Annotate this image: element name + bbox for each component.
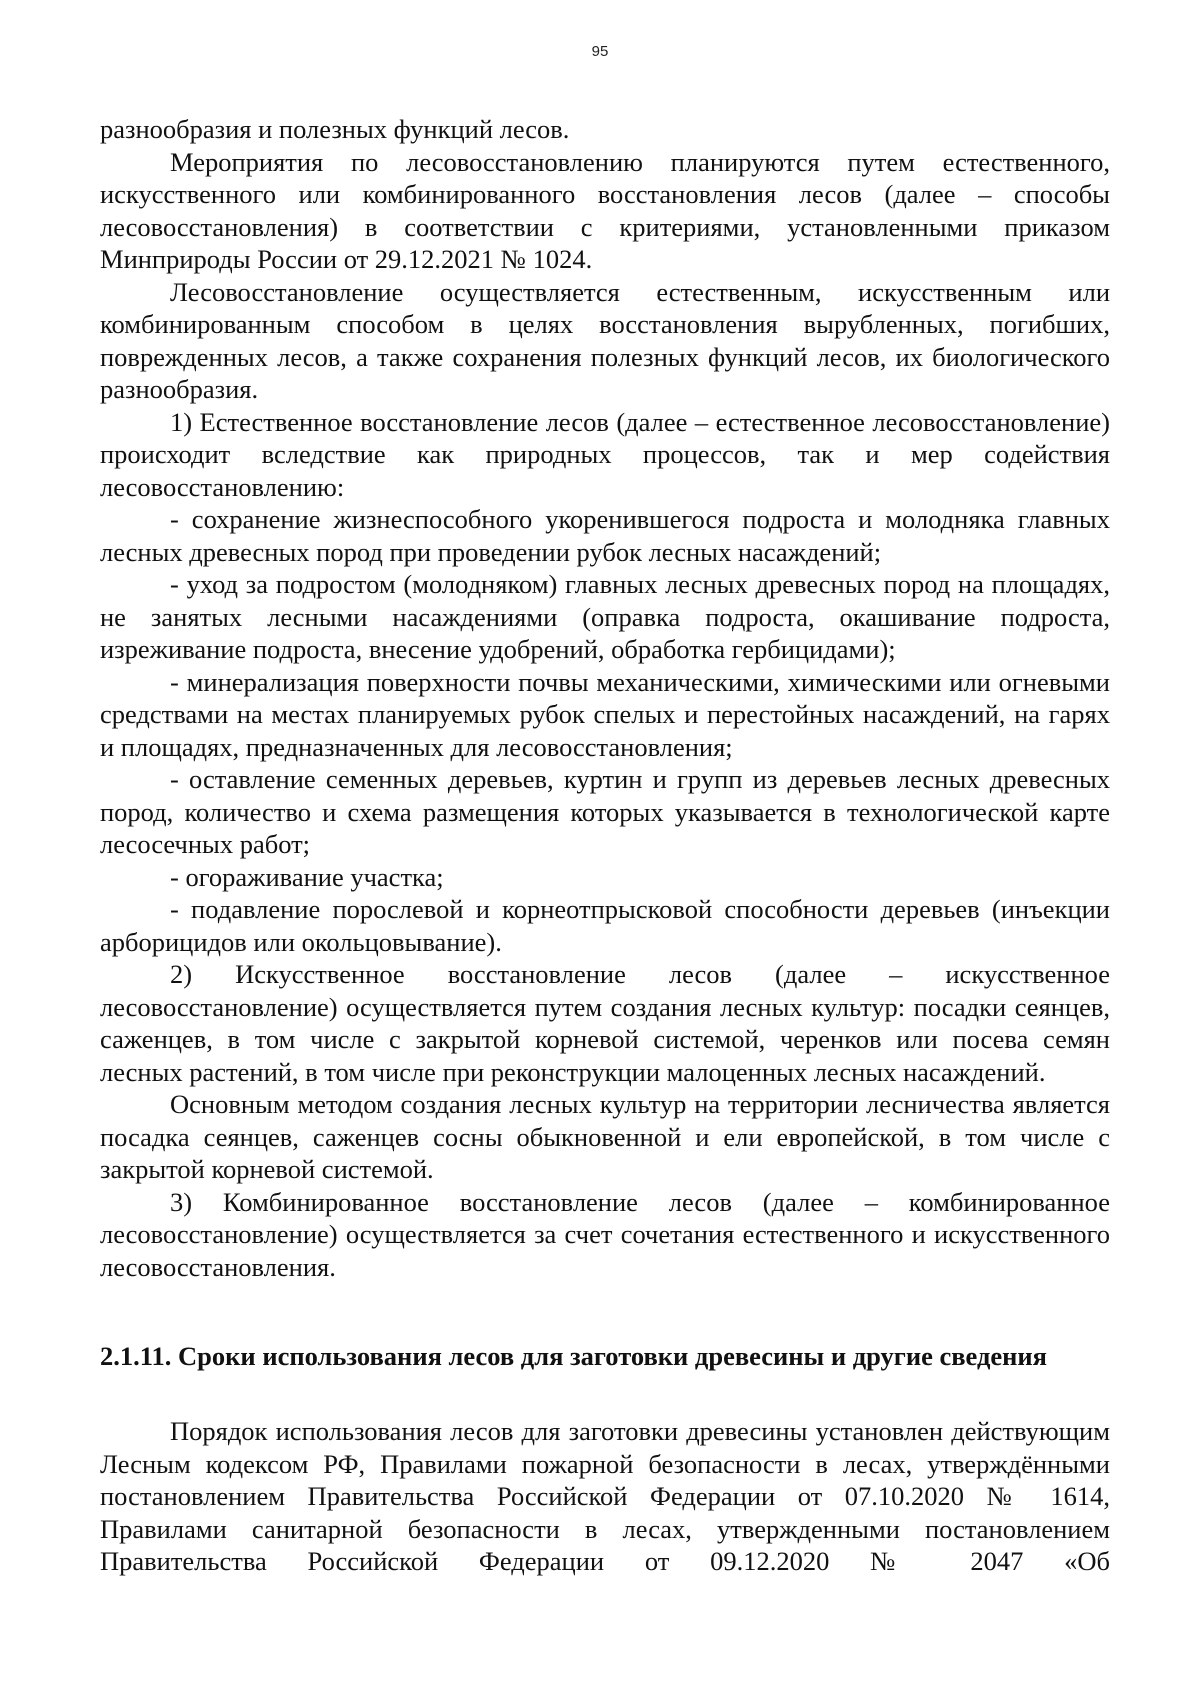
list-item: - огораживание участка; xyxy=(170,861,444,892)
list-item: - оставление семенных деревьев, куртин и групп из деревьев лесных древесных пород, количество и схема размещения которых указывается в технологической карте лесосечных работ; xyxy=(100,764,1110,859)
paragraph: Мероприятия по лесовосстановлению планируются путем естественного, искусственного или комбинированного восстановления лесов (далее – способы лесовосстановления) в соответствии с критериями, установленными приказом Минприроды России от 29.12.2021 № 1024. xyxy=(100,146,1110,274)
paragraph: разнообразия и полезных функций лесов. xyxy=(100,114,570,144)
paragraph: Основным методом создания лесных культур на территории лесничества является посадка сеянцев, саженцев сосны обыкновенной и ели европейской, в том числе с закрытой корневой системой. xyxy=(100,1089,1110,1184)
list-item: - подавление порослевой и корнеотпрысковой способности деревьев (инъекции арборицидов или окольцовывание). xyxy=(100,894,1110,957)
paragraph: Порядок использования лесов для заготовки древесины установлен действующим Лесным кодексом РФ, Правилами пожарной безопасности в лесах, утверждёнными постановлением Правительства Российской Федерации от 07.10.2020 № 1614, Правилами санитарной безопасности в лесах, утвержденными постановлением Правительства Российской Федерации от 09.12.2020 № 2047 «Об xyxy=(100,1416,1110,1576)
list-item: - минерализация поверхности почвы механическими, химическими или огневыми средствами на местах планируемых рубок спелых и перестойных насаждений, на гарях и площадях, предназначенных для лесовосстановления; xyxy=(100,666,1110,762)
list-item: - уход за подростом (молодняком) главных лесных древесных пород на площадях, не занятых лесными насаждениями (оправка подроста, окашивание подроста, изреживание подроста, внесение удобрений, обработка гербицидами); xyxy=(100,569,1110,664)
section-heading: 2.1.11. Сроки использования лесов для заготовки древесины и другие сведения xyxy=(100,1341,1047,1371)
section-body-text xyxy=(100,1415,1110,1578)
page-number: 95 xyxy=(591,43,609,60)
paragraph: 1) Естественное восстановление лесов (далее – естественное лесовосстановление) происходит вследствие как природных процессов, так и мер содействия лесовосстановлению: xyxy=(100,406,1110,502)
body-text xyxy=(100,113,1110,1283)
paragraph: 3) Комбинированное восстановление лесов (далее – комбинированное лесовосстановление) осуществляется за счет сочетания естественного и искусственного лесовосстановления. xyxy=(100,1186,1110,1282)
list-item: - сохранение жизнеспособного укоренившегося подроста и молодняка главных лесных древесных пород при проведении рубок лесных насаждений; xyxy=(100,504,1110,567)
paragraph: Лесовосстановление осуществляется естественным, искусственным или комбинированным способом в целях восстановления вырубленных, погибших, поврежденных лесов, а также сохранения полезных функций лесов, их биологического разнообразия. xyxy=(100,276,1110,404)
paragraph: 2) Искусственное восстановление лесов (далее – искусственное лесовосстановление) осуществляется путем создания лесных культур: посадки сеянцев, саженцев, в том числе с закрытой корневой системой, черенков или посева семян лесных растений, в том числе при реконструкции малоценных лесных насаждений. xyxy=(100,959,1110,1087)
